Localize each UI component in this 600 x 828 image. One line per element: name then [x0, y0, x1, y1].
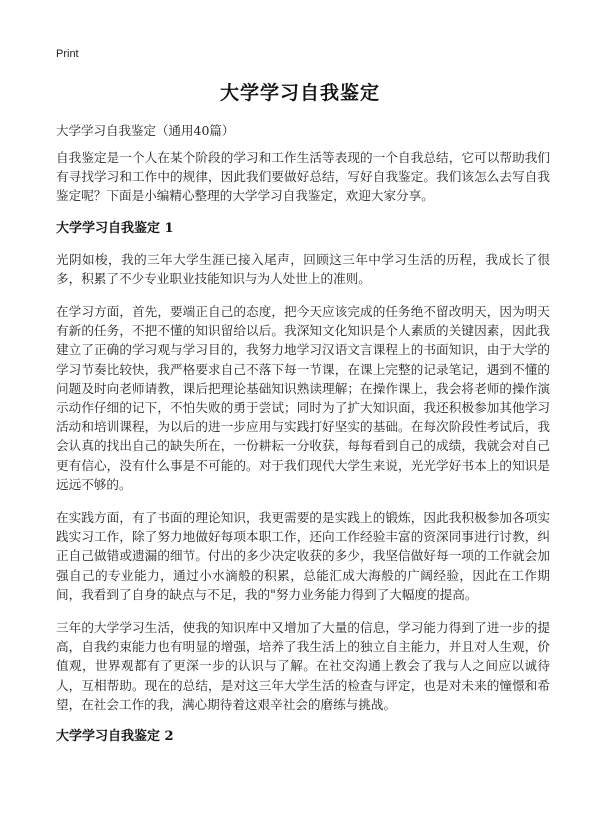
section-heading-1: 大学学习自我鉴定 1	[56, 220, 174, 236]
document-subtitle: 大学学习自我鉴定（通用40篇）	[56, 123, 235, 138]
section1-paragraph-3: 在实践方面，有了书面的理论知识，我更需要的是实践上的锻炼，因此我积极参加各项实践实习工作，除了努力地做好每项本职工作，还向工作经验丰富的资深同事进行讨教，纠正自己做错或遗漏的细节。付出的多少决定收获的多少，我坚信做好每一项的工作就会加强自己的专业能力，通过小水滴般的积累，总能汇成大海般的广阔经验，因此在工作期间，我看到了自身的缺点与不足，我的"努力业务能力得到了大幅度的提高。	[56, 510, 550, 602]
document-body	[56, 148, 550, 758]
print-link[interactable]: Print	[56, 48, 79, 60]
section1-paragraph-4: 三年的大学学习生活，使我的知识库中又增加了大量的信息，学习能力得到了进一步的提高，自我约束能力也有明显的增强，培养了我生活上的独立自主能力，并且对人生观，价值观，世界观都有了更深一步的认识与了解。在社交沟通上教会了我与人之间应以诚待人，互相帮助。现在的总结，是对这三年大学生活的检查与评定，也是对未来的憧憬和希望，在社会工作的我，满心期待着这艰辛社会的磨练与挑战。	[56, 620, 550, 712]
section-heading-2: 大学学习自我鉴定 2	[56, 729, 174, 745]
section1-paragraph-2: 在学习方面，首先，要端正自己的态度，把今天应该完成的任务绝不留改明天，因为明天有新的任务，不把不懂的知识留给以后。我深知文化知识是个人素质的关键因素，因此我建立了正确的学习观与学习目的，我努力地学习汉语文言课程上的书面知识，由于大学的学习节奏比较快，我严格要求自己不落下每一节课，在课上完整的记录笔记，遇到不懂的问题及时向老师请教，课后把理论基础知识熟读理解；在操作课上，我会将老师的操作演示动作仔细的记下，不怕失败的勇于尝试；同时为了扩大知识面，我还积极参加其他学习活动和培训课程，为以后的进一步应用与实践打好坚实的基础。在每次阶段性考试后，我会认真的找出自己的缺失所在，一份耕耘一分收获，每每看到自己的成绩，我就会对自己更有信心，没有什么事是不可能的。对于我们现代大学生来说，光光学好书本上的知识是远远不够的。	[56, 304, 550, 492]
page-title: 大学学习自我鉴定	[219, 82, 380, 104]
intro-paragraph: 自我鉴定是一个人在某个阶段的学习和工作生活等表现的一个自我总结，它可以帮助我们有寻找学习和工作中的规律，因此我们要做好总结，写好自我鉴定。我们该怎么去写自我鉴定呢？下面是小编精心整理的大学学习自我鉴定，欢迎大家分享。	[56, 150, 550, 204]
section1-paragraph-1: 光阴如梭，我的三年大学生涯已接入尾声，回顾这三年中学习生活的历程，我成长了很多，积累了不少专业职业技能知识与为人处世上的准则。	[56, 251, 550, 286]
